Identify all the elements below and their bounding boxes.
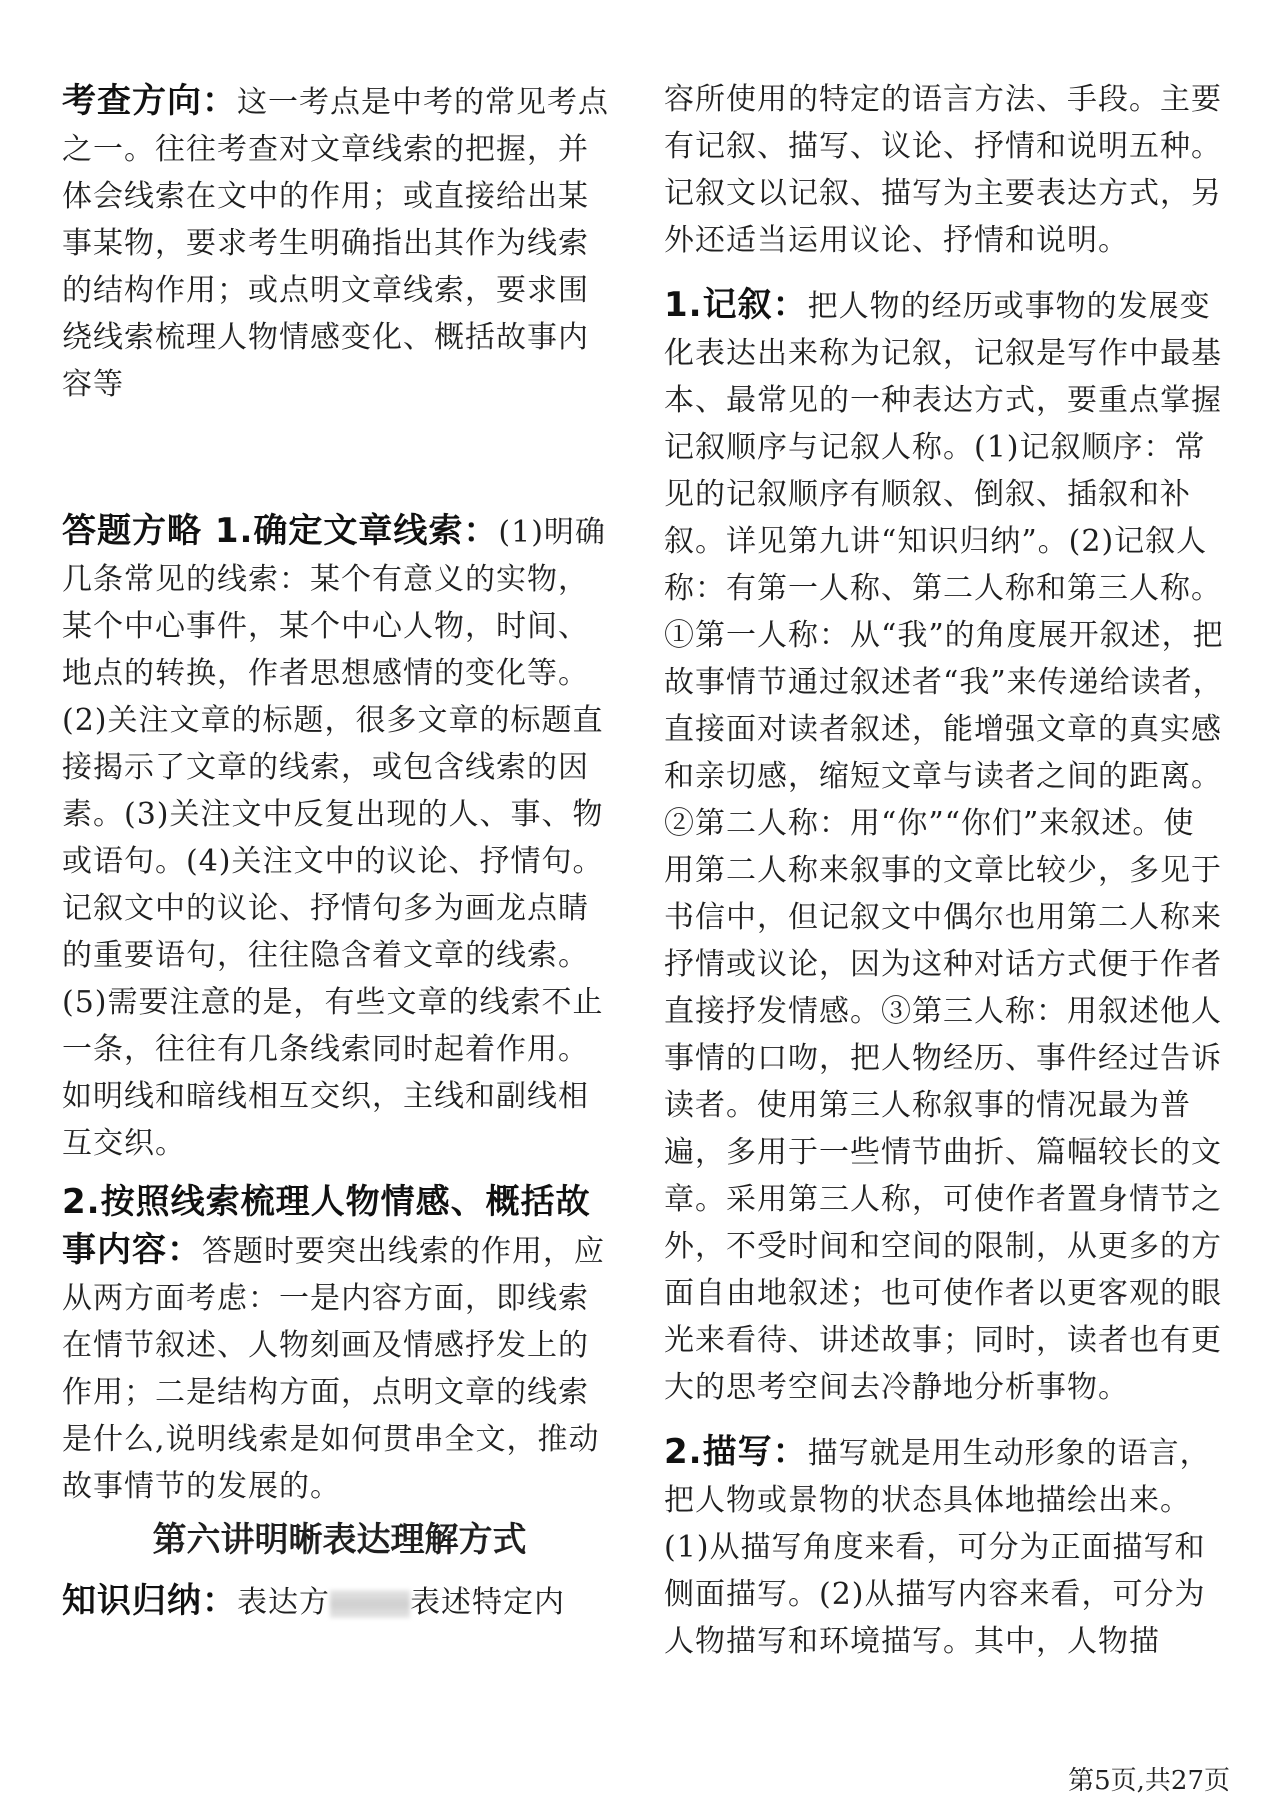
- right-column: [664, 0, 1224, 1665]
- description-paragraph: [664, 1429, 1224, 1665]
- lesson-title: 第六讲明晰表达理解方式: [152, 1520, 527, 1560]
- sort-clues-text: 答题时要突出线索的作用，应从两方面考虑：一是内容方面，即线索在情节叙述、人物刻画及情感抒发上的作用；二是结构方面，点明文章的线索是什么,说明线索是如何贯串全文，推动故事情节的发展的。: [62, 1234, 605, 1504]
- answer-strategy-text: (1)明确几条常见的线索：某个有意义的实物，某个中心事件，某个中心人物，时间、地点的转换，作者思想感情的变化等。(2)关注文章的标题，很多文章的标题直接揭示了文章的线索，或包含线索的因素。(3)关注文中反复出现的人、事、物或语句。(4)关注文中的议论、抒情句。记叙文中的议论、抒情句多为画龙点睛的重要语句，往往隐含着文章的线索。(5)需要注意的是，有些文章的线索不止一条，往往有几条线索同时起着作用。如明线和暗线相互交织，主线和副线相互交织。: [62, 515, 606, 1161]
- exam-direction-paragraph: [62, 78, 617, 408]
- knowledge-summary-text-b: 表述特定内: [410, 1585, 565, 1620]
- answer-strategy-paragraph: [62, 508, 617, 1167]
- narration-paragraph: [664, 282, 1224, 1411]
- page-number: 第5页,共27页: [1068, 1766, 1230, 1796]
- expression-intro-paragraph: 容所使用的特定的语言方法、手段。主要有记叙、描写、议论、抒情和说明五种。记叙文以记叙、描写为主要表达方式，另外还适当运用议论、抒情和说明。: [664, 82, 1222, 258]
- sort-clues-heading: 2.按照线索梳理人物情感、概括故事内容：: [62, 1182, 591, 1270]
- exam-direction-text: 这一考点是中考的常见考点之一。往往考查对文章线索的把握，并体会线索在文中的作用；或直接给出某事某物，要求考生明确指出其作为线索的结构作用；或点明文章线索，要求围绕线索梳理人物情感变化、概括故事内容等: [62, 85, 609, 402]
- answer-strategy-heading: 答题方略 1.确定文章线索：: [62, 511, 499, 551]
- description-heading: 2.描写：: [664, 1432, 808, 1472]
- left-column: [62, 0, 617, 1510]
- knowledge-summary-paragraph: [62, 1578, 617, 1626]
- narration-heading: 1.记叙：: [664, 285, 808, 325]
- sort-clues-paragraph: [62, 1179, 617, 1510]
- blurred-text-region: [330, 1590, 410, 1618]
- knowledge-summary-text-a: 表达方: [237, 1585, 330, 1620]
- narration-text: 把人物的经历或事物的发展变化表达出来称为记叙，记叙是写作中最基本、最常见的一种表达方式，要重点掌握记叙顺序与记叙人称。(1)记叙顺序：常见的记叙顺序有顺叙、倒叙、插叙和补叙。详见第九讲“知识归纳”。(2)记叙人称：有第一人称、第二人称和第三人称。①第一人称：从“我”的角度展开叙述，把故事情节通过叙述者“我”来传递给读者，直接面对读者叙述，能增强文章的真实感和亲切感，缩短文章与读者之间的距离。②第二人称：用“你”“你们”来叙述。使用第二人称来叙事的文章比较少，多见于书信中，但记叙文中偶尔也用第二人称来抒情或议论，因为这种对话方式便于作者直接抒发情感。③第三人称：用叙述他人事情的口吻，把人物经历、事件经过告诉读者。使用第三人称叙事的情况最为普遍，多用于一些情节曲折、篇幅较长的文章。采用第三人称，可使作者置身情节之外，不受时间和空间的限制，从更多的方面自由地叙述；也可使作者以更客观的眼光来看待、讲述故事；同时，读者也有更大的思考空间去冷静地分析事物。: [664, 289, 1224, 1405]
- exam-direction-heading: 考查方向：: [62, 81, 237, 121]
- description-text: 描写就是用生动形象的语言，把人物或景物的状态具体地描绘出来。(1)从描写角度来看，可分为正面描写和侧面描写。(2)从描写内容来看，可分为人物描写和环境描写。其中，人物描: [664, 1436, 1211, 1659]
- knowledge-summary-heading: 知识归纳：: [62, 1581, 237, 1621]
